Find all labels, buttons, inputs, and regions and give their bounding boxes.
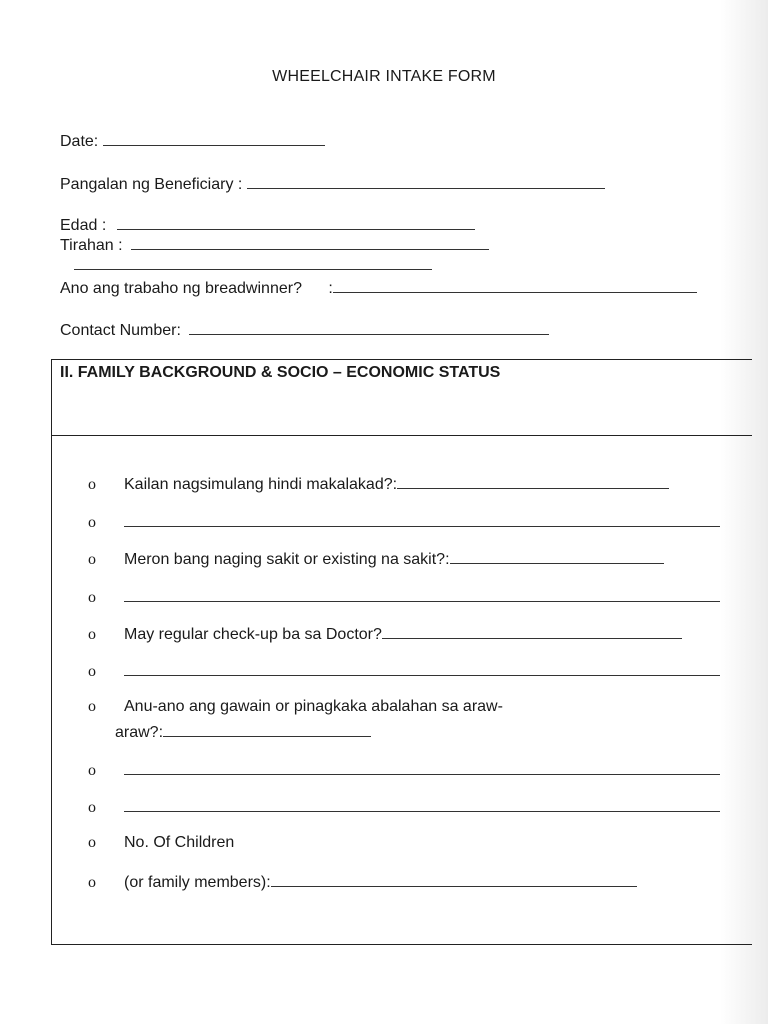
date-label: Date: [60, 133, 99, 150]
list-item-continuation [115, 722, 371, 742]
date-field[interactable] [103, 131, 325, 146]
item-field[interactable] [163, 722, 371, 737]
breadwinner-field[interactable] [333, 278, 697, 293]
contact-field[interactable] [189, 320, 549, 335]
item-field[interactable] [124, 661, 720, 676]
tirahan-row [60, 235, 489, 255]
form-title: WHEELCHAIR INTAKE FORM [272, 68, 496, 85]
contact-label: Contact Number: [60, 322, 181, 339]
bullet-icon: o [88, 874, 96, 891]
bullet-icon: o [88, 762, 96, 779]
list-item [88, 624, 682, 644]
edad-label: Edad : [60, 217, 107, 234]
list-item [88, 834, 234, 852]
list-item [88, 587, 720, 607]
tirahan-label: Tirahan : [60, 237, 123, 254]
bullet-icon: o [88, 551, 96, 568]
item-field[interactable] [124, 797, 720, 812]
item-field[interactable] [450, 549, 664, 564]
item-field[interactable] [124, 760, 720, 775]
item-field[interactable] [271, 872, 637, 887]
bullet-icon: o [88, 663, 96, 680]
list-item [88, 872, 637, 892]
tirahan-field-2[interactable] [74, 259, 432, 270]
beneficiary-label: Pangalan ng Beneficiary : [60, 176, 243, 193]
edad-field[interactable] [117, 215, 475, 230]
section-divider [52, 435, 752, 436]
list-item [88, 760, 720, 780]
item-field[interactable] [124, 512, 720, 527]
item-label: (or family members): [124, 874, 271, 891]
item-label: araw?: [115, 724, 164, 741]
item-field[interactable] [397, 474, 669, 489]
item-field[interactable] [382, 624, 682, 639]
list-item [88, 474, 669, 494]
section-heading: II. FAMILY BACKGROUND & SOCIO – ECONOMIC STATUS [60, 364, 501, 381]
beneficiary-row [60, 174, 605, 194]
tirahan-row-2 [74, 257, 432, 275]
tirahan-field[interactable] [131, 235, 489, 250]
bullet-icon: o [88, 514, 96, 531]
item-label: Meron bang naging sakit or existing na sakit?: [124, 551, 450, 568]
bullet-icon: o [88, 626, 96, 643]
list-item [88, 549, 664, 569]
breadwinner-row [60, 278, 697, 298]
breadwinner-label: Ano ang trabaho ng breadwinner? [60, 280, 302, 297]
item-label: Kailan nagsimulang hindi makalakad?: [124, 476, 398, 493]
bullet-icon: o [88, 476, 96, 493]
item-label: No. Of Children [124, 834, 235, 851]
bullet-icon: o [88, 589, 96, 606]
date-row [60, 131, 325, 151]
list-item [88, 661, 720, 681]
list-item [88, 512, 720, 532]
bullet-icon: o [88, 698, 96, 715]
item-label: Anu-ano ang gawain or pinagkaka abalahan sa araw- [124, 698, 503, 715]
item-label: May regular check-up ba sa Doctor? [124, 626, 382, 643]
beneficiary-field[interactable] [247, 174, 605, 189]
item-field[interactable] [124, 587, 720, 602]
list-item [88, 797, 720, 817]
edad-row [60, 215, 475, 235]
contact-row [60, 320, 549, 340]
bullet-icon: o [88, 834, 96, 851]
list-item [88, 698, 503, 716]
family-background-section [51, 359, 752, 945]
breadwinner-colon: : [328, 280, 333, 297]
bullet-icon: o [88, 799, 96, 816]
